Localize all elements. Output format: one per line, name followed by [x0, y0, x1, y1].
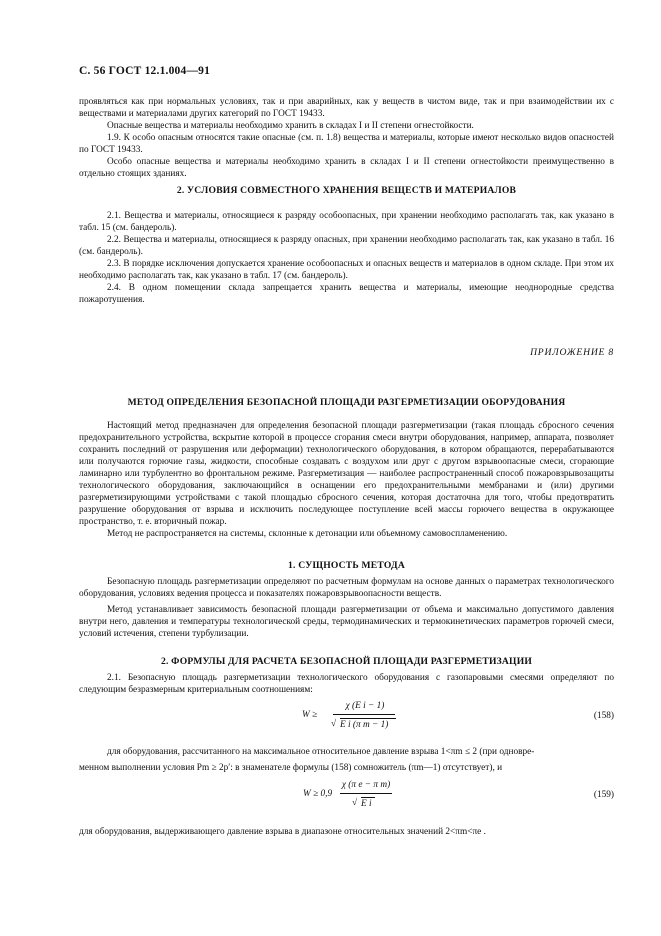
intro-line: проявляться как при нормальных условиях, так и при аварийных, как у веществ в чистом виде, так и при взаимодействии их с веществами и материалами других категорий по ГОСТ 19433. — [79, 97, 614, 119]
intro-line: Особо опасные вещества и материалы необходимо хранить в складах I и II степени огнестойкости преимущественно в отдельно стоящих зданиях. — [79, 157, 614, 179]
storage-text — [79, 210, 614, 306]
equation-159-fraction-bar — [340, 793, 392, 794]
storage-paragraph: 2.2. Вещества и материалы, относящиеся к разряду опасных, при хранении необходимо располагать так, как указано в табл. 16 (см. бандероль). — [79, 235, 614, 257]
essence-paragraph: Метод устанавливает зависимость безопасной площади разгерметизации от объема и максимально допустимого давления внутри него, давления и температуры технологической среды, термодинамических и термокинетических параметров горючей смеси, условий истечения, степени турбулизации. — [79, 605, 614, 639]
storage-paragraph: 2.1. Вещества и материалы, относящиеся к разряду особоопасных, при хранении необходимо располагать так, как указано в табл. 15 (см. бандероль). — [79, 211, 614, 233]
equation-159-number: (159) — [593, 790, 614, 800]
equation-159-radical-bar — [361, 797, 375, 798]
intro-line: 1.9. К особо опасным относятся такие опасные (см. п. 1.8) вещества и материалы, которые имеют несколько видов опасностей по ГОСТ 19433. — [79, 133, 614, 155]
method-paragraph: Метод не распространяется на системы, склонные к детонации или объемному самовоспламенению. — [107, 529, 508, 539]
essence-paragraph: Безопасную площадь разгерметизации определяют по расчетным формулам на основе данных о параметрах технологического оборудования, условиях ведения процесса и показателях пожаровзрывоопасности веществ. — [79, 577, 614, 599]
formulas-heading: 2. ФОРМУЛЫ ДЛЯ РАСЧЕТА БЕЗОПАСНОЙ ПЛОЩАДИ РАЗГЕРМЕТИЗАЦИИ — [160, 656, 533, 667]
equation-159-lhs: W ≥ 0,9 — [303, 789, 333, 799]
storage-paragraph: 2.3. В порядке исключения допускается хранение особоопасных и опасных веществ и материалов в одном складе. При этом их необходимо располагать так, как указано в табл. 17 (см. бандероль). — [79, 259, 614, 281]
equation-158-lhs: W ≥ — [302, 710, 318, 720]
equation-158-fraction-bar — [333, 714, 395, 715]
equation-158-number: (158) — [593, 711, 614, 721]
essence-heading: 1. СУЩНОСТЬ МЕТОДА — [288, 560, 405, 571]
equation-159-numerator: χ (π e − π m) — [341, 780, 391, 790]
formulas-text-2 — [79, 746, 614, 774]
equation-159-denominator: √ E i — [361, 798, 375, 810]
method-title: МЕТОД ОПРЕДЕЛЕНИЯ БЕЗОПАСНОЙ ПЛОЩАДИ РАЗГЕРМЕТИЗАЦИИ ОБОРУДОВАНИЯ — [127, 397, 566, 408]
equation-158-radical-bar — [340, 718, 396, 719]
essence-text — [79, 576, 614, 640]
method-paragraph: Настоящий метод предназначен для определения безопасной площади разгерметизации (такая площадь сбросного сечения предохранительного устройства, вскрытие которой в процессе сгорания смеси внутри оборудования, например, аппарата, позволяет сохранить последний от разрушения или деформации) технологического оборудования, в котором обращаются, перерабатываются или получаются горючие газы, жидкости, способные создавать с воздухом или друг с другом взрывоопасные смеси, сгорающие ламинарно или турбулентно во фронтальном режиме. Разгерметизация — наиболее распространенный способ пожаровзрывозащиты технологического оборудования, заключающийся в оснащении его предохранительными мембранами и (или) другими разгерметизирующими устройствами с такой площадью сбросного сечения, которая достаточна для того, чтобы предотвратить разрушение оборудования от взрыва и исключить последующее поступление всей массы горючего вещества в окружающее пространство, т. е. вторичный пожар. — [79, 421, 614, 527]
formulas-paragraph: менном выполнении условия Pm ≥ 2p′: в знаменателе формулы (158) сомножитель (πm—1) отсутствует), и — [79, 763, 503, 773]
section-heading-storage: 2. УСЛОВИЯ СОВМЕСТНОГО ХРАНЕНИЯ ВЕЩЕСТВ И МАТЕРИАЛОВ — [176, 185, 517, 196]
appendix-label: ПРИЛОЖЕНИЕ 8 — [530, 347, 614, 358]
page-header: С. 56 ГОСТ 12.1.004—91 — [79, 65, 211, 77]
intro-text — [79, 96, 614, 180]
formulas-text-3 — [79, 826, 614, 838]
storage-paragraph: 2.4. В одном помещении склада запрещается хранить вещества и материалы, имеющие неоднородные средства пожаротушения. — [79, 283, 614, 305]
equation-158-numerator: χ (E i − 1) — [345, 701, 385, 711]
formulas-paragraph: для оборудования, рассчитанного на максимальное относительное давление взрыва 1<πm ≤ 2 (при одновре- — [107, 747, 535, 757]
formulas-paragraph: для оборудования, выдерживающего давление взрыва в диапазоне относительных значений 2<πm<πe . — [79, 827, 486, 837]
equation-158-denominator: √ E i (π m − 1) — [340, 719, 396, 731]
method-text — [79, 420, 614, 540]
intro-line: Опасные вещества и материалы необходимо хранить в складах I и II степени огнестойкости. — [107, 121, 474, 131]
formulas-paragraph: 2.1. Безопасную площадь разгерметизации технологического оборудования с газопаровыми смесями определяют по следующим безразмерным критериальным соотношениям: — [79, 673, 614, 695]
formulas-intro — [79, 672, 614, 696]
